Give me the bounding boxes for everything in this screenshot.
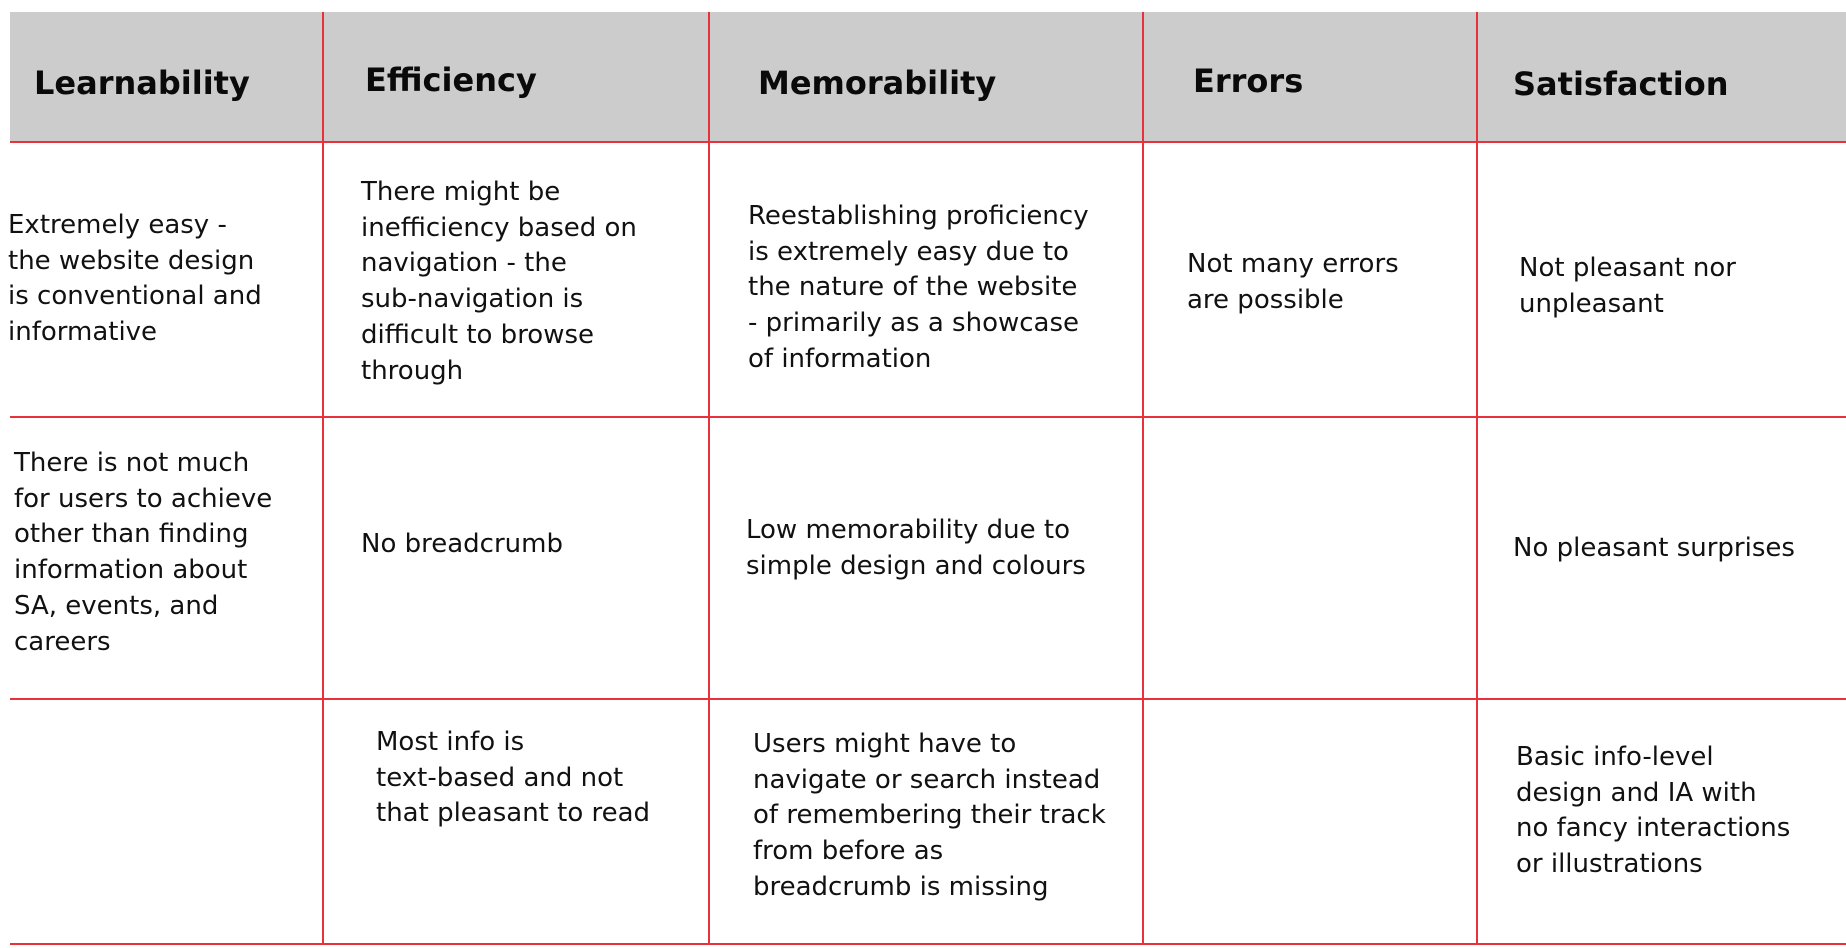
cell-r2-learnability: There is not much for users to achieve other than finding information about SA, events, and careers <box>14 448 273 657</box>
cell-r2-satisfaction: No pleasant surprises <box>1513 533 1795 563</box>
cell-r3-efficiency: Most info is text-based and not that pleasant to read <box>376 727 651 829</box>
column-divider-1 <box>322 12 324 945</box>
cell-r3-satisfaction: Basic info-level design and IA with no fancy interactions or illustrations <box>1516 742 1791 880</box>
cell-r3-memorability: Users might have to navigate or search instead of remembering their track from before as breadcrumb is missing <box>753 729 1106 902</box>
row-1-bottom-line <box>10 416 1846 418</box>
row-2-bottom-line <box>10 698 1846 700</box>
row-3-bottom-line <box>10 943 1846 945</box>
column-divider-2 <box>708 12 710 945</box>
column-divider-4 <box>1476 12 1478 945</box>
header-efficiency: Efficiency <box>365 61 537 99</box>
column-divider-3 <box>1142 12 1144 945</box>
header-learnability: Learnability <box>34 64 250 102</box>
cell-r2-efficiency: No breadcrumb <box>361 529 563 559</box>
cell-r1-efficiency: There might be inefficiency based on navigation - the sub-navigation is difficult to browse through <box>361 177 637 386</box>
header-errors: Errors <box>1193 62 1304 100</box>
cell-r1-errors: Not many errors are possible <box>1187 249 1399 315</box>
cell-r1-memorability: Reestablishing proficiency is extremely easy due to the nature of the website - primarily as a showcase of information <box>748 201 1089 374</box>
cell-r2-memorability: Low memorability due to simple design and colours <box>746 515 1086 581</box>
header-satisfaction: Satisfaction <box>1513 65 1729 103</box>
cell-r1-satisfaction: Not pleasant nor unpleasant <box>1519 253 1736 319</box>
header-memorability: Memorability <box>758 64 997 102</box>
header-bottom-line <box>10 141 1846 143</box>
cell-r1-learnability: Extremely easy - the website design is conventional and informative <box>8 210 262 348</box>
